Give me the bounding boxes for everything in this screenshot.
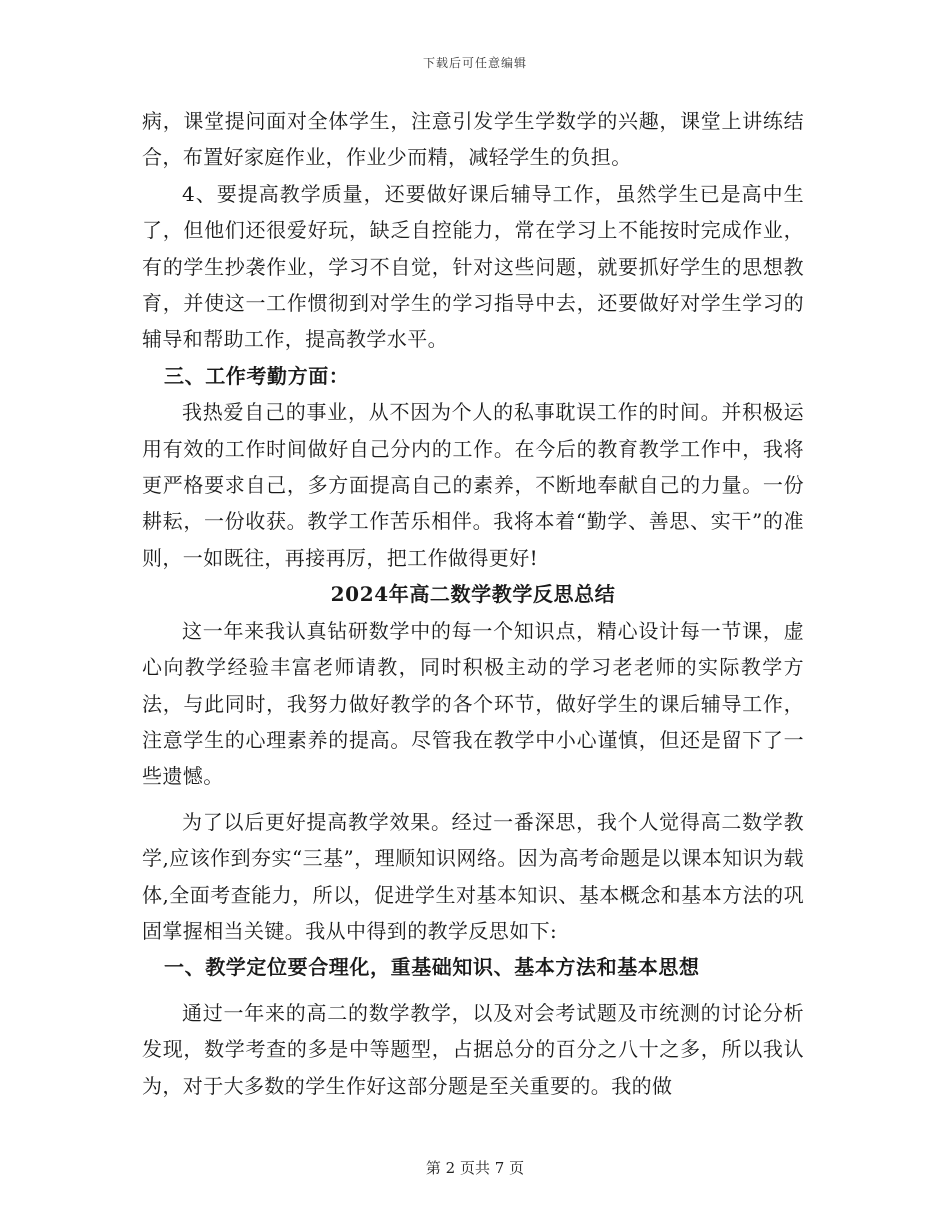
paragraph-item-4: 4、要提高教学质量，还要做好课后辅导工作，虽然学生已是高中生了，但他们还很爱好玩，缺乏自控能力，常在学习上不能按时完成作业，有的学生抄袭作业，学习不自觉，针对这些问题，就要抓好学生的思想教育，并使这一工作惯彻到对学生的学习指导中去，还要做好对学生学习的辅导和帮助工作，提高教学水平。 [142, 181, 804, 352]
section-heading-attendance: 三、工作考勤方面： [164, 363, 350, 388]
section-heading-positioning: 一、教学定位要合理化，重基础知识、基本方法和基本思想 [164, 955, 700, 980]
paragraph-analysis: 通过一年来的高二的数学教学，以及对会考试题及市统测的讨论分析发现，数学考查的多是中等题型，占据总分的百分之八十之多，所以我认为，对于大多数的学生作好这部分题是至关重要的。我的做 [142, 1000, 804, 1098]
document-body [142, 103, 804, 1104]
document-title: 2024年高二数学教学反思总结 [330, 582, 616, 607]
page-number: 第 2 页共 7 页 [425, 1159, 525, 1177]
paragraph-intro: 这一年来我认真钻研数学中的每一个知识点，精心设计每一节课，虚心向教学经验丰富老师请教，同时积极主动的学习老老师的实际教学方法，与此同时，我努力做好教学的各个环节，做好学生的课后辅导工作，注意学生的心理素养的提高。尽管我在教学中小心谨慎，但还是留下了一些遗憾。 [142, 618, 804, 789]
paragraph-reflection: 为了以后更好提高教学效果。经过一番深思，我个人觉得高二数学教学,应该作到夯实“三基”，理顺知识网络。因为高考命题是以课本知识为载体,全面考查能力，所以，促进学生对基本知识、基本概念和基本方法的巩固掌握相当关键。我从中得到的教学反思如下: [142, 809, 804, 943]
paragraph-continued: 病，课堂提问面对全体学生，注意引发学生学数学的兴趣，课堂上讲练结合，布置好家庭作业，作业少而精，减轻学生的负担。 [142, 109, 804, 170]
page-header: 下载后可任意编辑 [422, 56, 527, 70]
paragraph-attendance: 我热爱自己的事业，从不因为个人的私事耽误工作的时间。并积极运用有效的工作时间做好自己分内的工作。在今后的教育教学工作中，我将更严格要求自己，多方面提高自己的素养，不断地奉献自己的力量。一份耕耘，一份收获。教学工作苦乐相伴。我将本着“勤学、善思、实干”的准则，一如既往，再接再厉，把工作做得更好! [142, 400, 804, 570]
